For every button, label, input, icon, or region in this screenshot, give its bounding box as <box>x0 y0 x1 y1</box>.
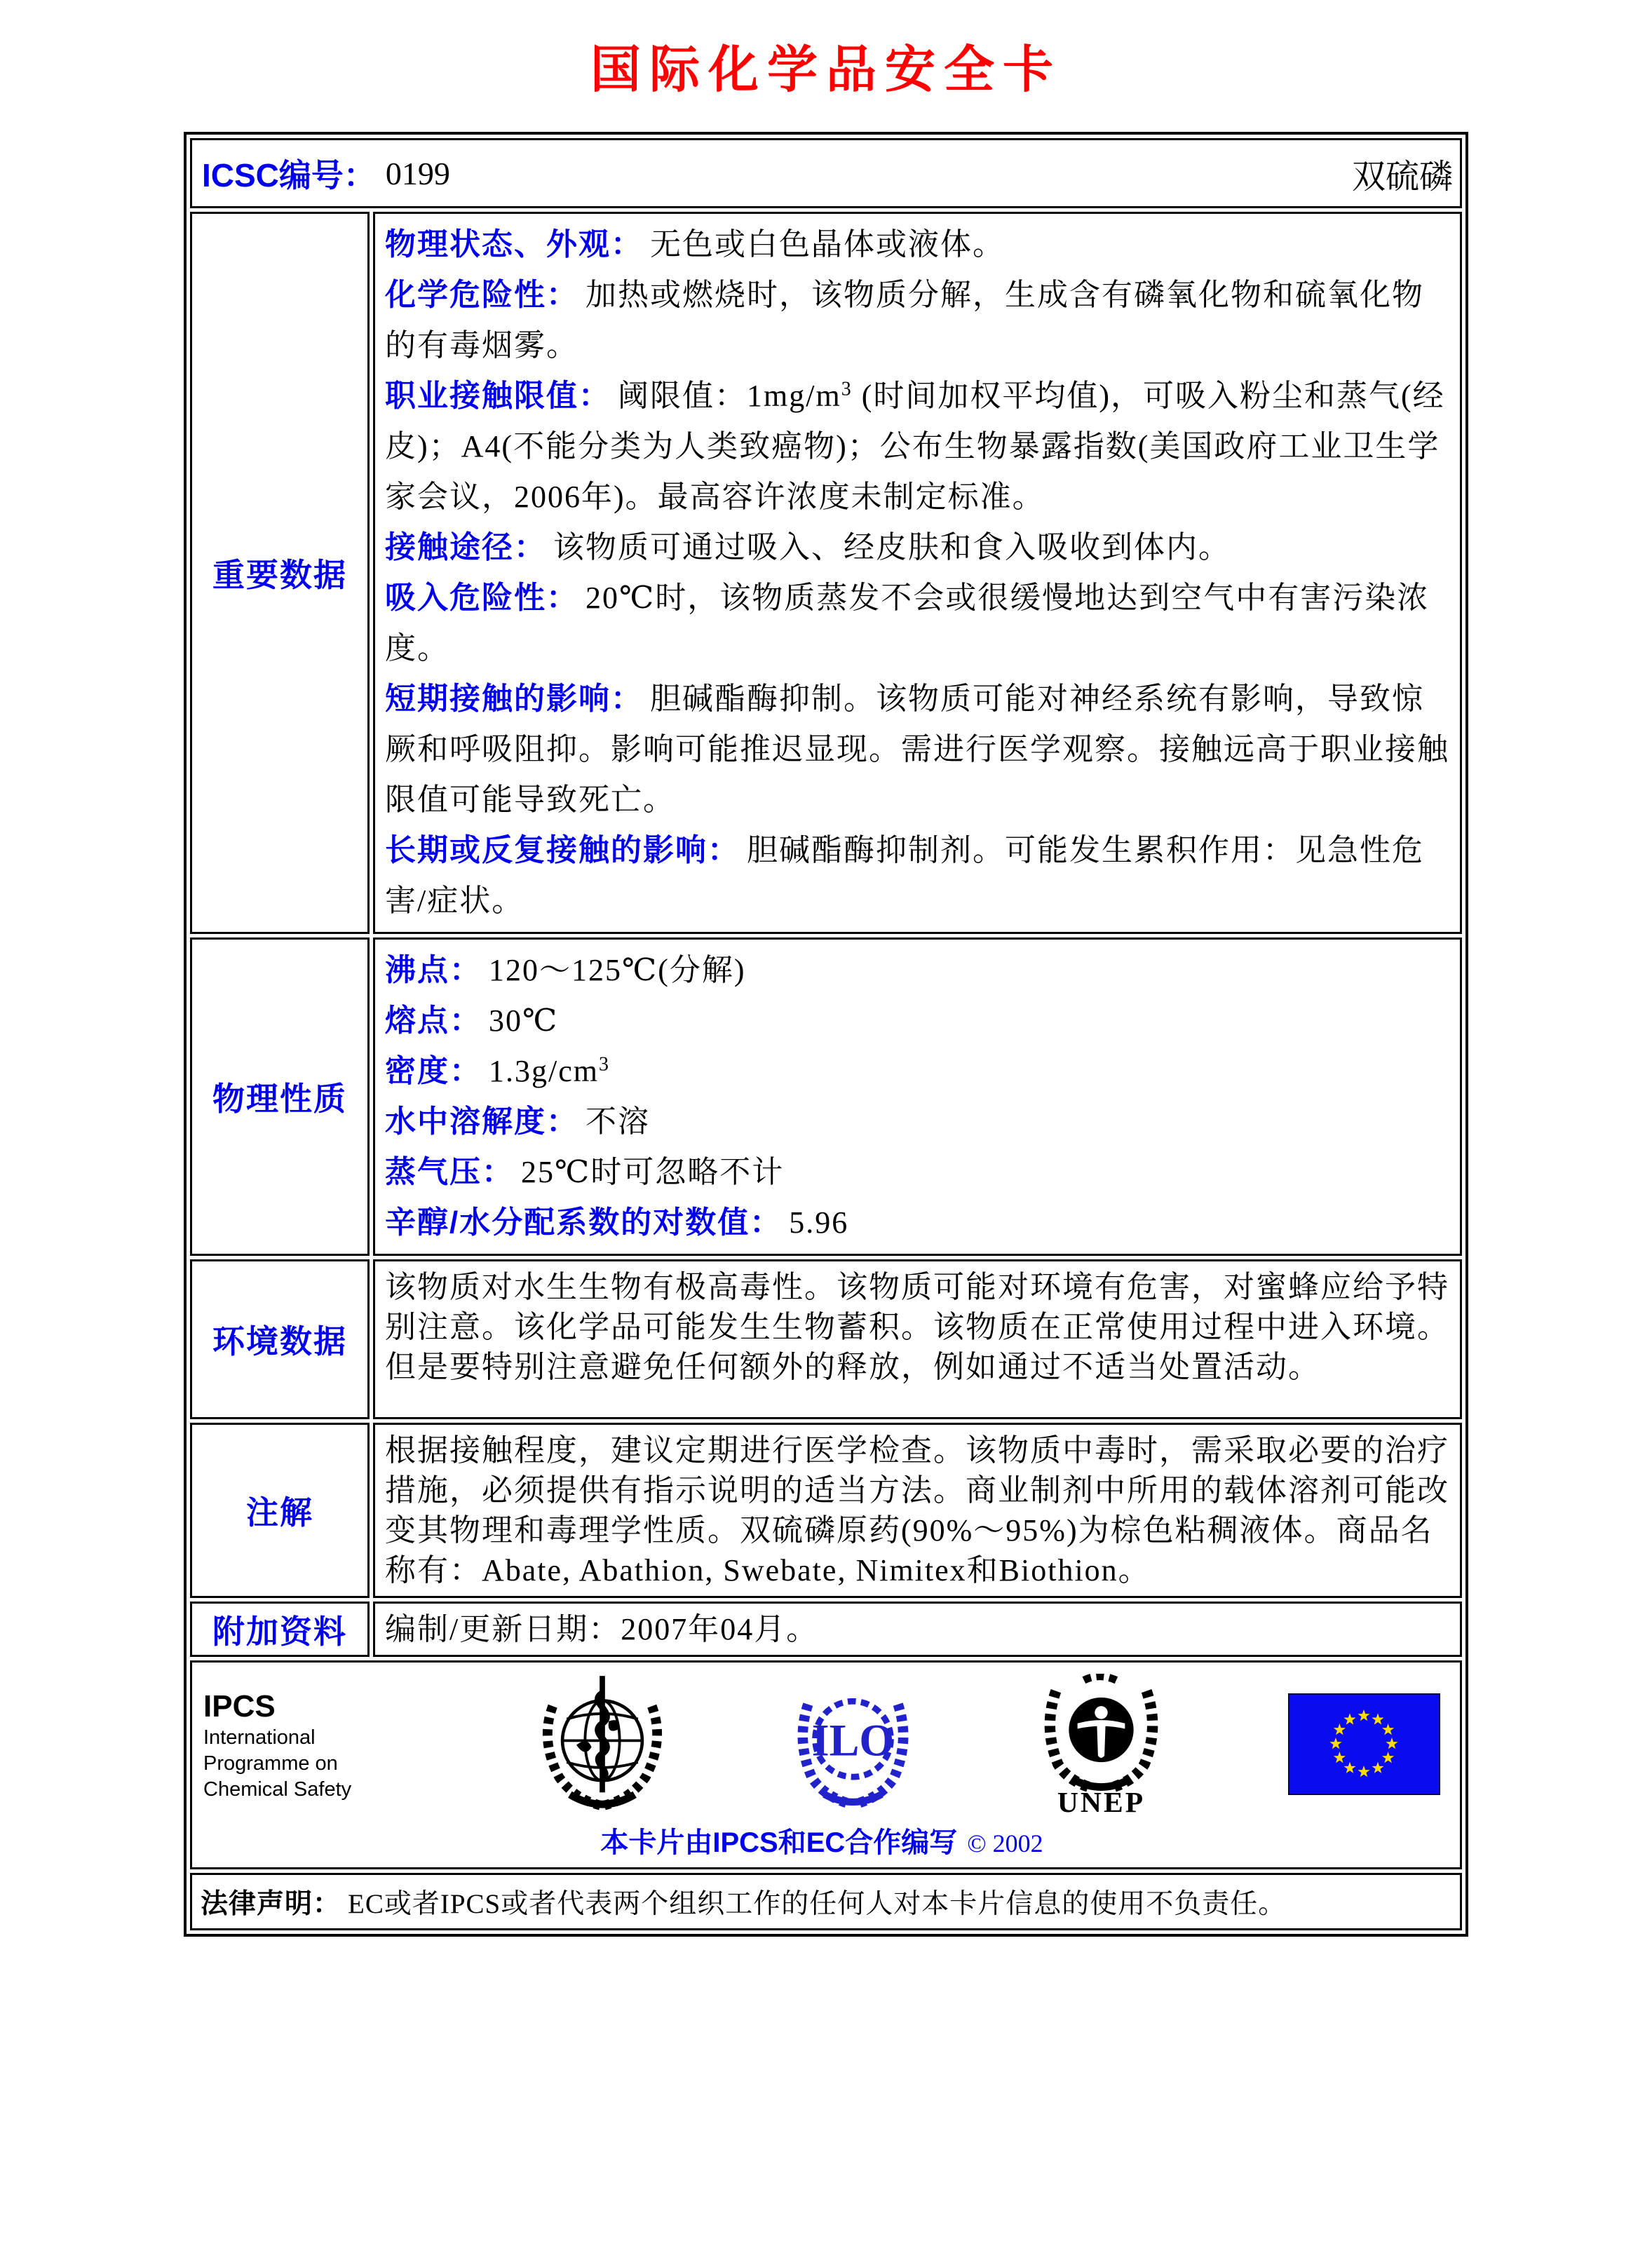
item-text: 20℃时，该物质蒸发不会或很缓慢地达到空气中有害污染浓度。 <box>385 581 1430 665</box>
ipcs-text-block <box>203 1688 414 1803</box>
data-item <box>385 1046 1450 1097</box>
data-item <box>385 371 1450 522</box>
ipcs-acronym: IPCS <box>203 1689 276 1724</box>
section-row-additional-information <box>190 1602 1462 1657</box>
ipcs-line: International <box>203 1726 316 1749</box>
section-paragraph: 根据接触程度，建议定期进行医学检查。该物质中毒时，需采取必要的治疗措施，必须提供有指示说明的适当方法。商业制剂中所用的载体溶剂可能改变其物理和毒理学性质。双硫磷原药(90%～95%)为棕色粘稠液体。商品名称有：Abate, Abathion, Swebate, Nimitex和Biothion。 <box>385 1433 1449 1587</box>
section-content-additional-information <box>373 1602 1462 1657</box>
logos-cell <box>190 1660 1462 1869</box>
data-item <box>385 219 1450 270</box>
data-item <box>385 996 1450 1046</box>
section-paragraph: 编制/更新日期：2007年04月。 <box>385 1612 819 1646</box>
icsc-card-table <box>184 132 1468 1937</box>
item-text: 阈限值：1mg/m <box>618 379 841 413</box>
section-content-physical-properties <box>373 937 1462 1256</box>
item-label: 化学危险性： <box>385 278 578 312</box>
data-item <box>385 945 1450 996</box>
item-label: 长期或反复接触的影响： <box>385 833 740 867</box>
section-row-notes <box>190 1423 1462 1598</box>
ipcs-line: Chemical Safety <box>203 1778 352 1801</box>
item-label: 熔点： <box>385 1003 482 1038</box>
icsc-number-value: 0199 <box>385 155 450 191</box>
icsc-number-label: ICSC编号： <box>202 157 376 194</box>
ilo-logo-letters: ILO <box>811 1715 894 1766</box>
section-label-additional-information: 附加资料 <box>190 1602 370 1657</box>
data-item <box>385 270 1450 371</box>
item-text: 胆碱酯酶抑制剂。可能发生累积作用：见急性危害/症状。 <box>385 833 1424 918</box>
header-row <box>190 138 1462 208</box>
section-row-environmental-data <box>190 1259 1462 1419</box>
section-paragraph: 该物质对水生生物有极高毒性。该物质可能对环境有危害，对蜜蜂应给予特别注意。该化学品可能发生生物蓄积。该物质在正常使用过程中进入环境。但是要特别注意避免任何额外的释放，例如通过不适当处置活动。 <box>385 1270 1449 1384</box>
legal-statement-label: 法律声明： <box>201 1889 341 1919</box>
section-label-environmental-data: 环境数据 <box>190 1259 370 1419</box>
who-logo-icon <box>536 1674 669 1817</box>
section-content-important-data <box>373 212 1462 934</box>
item-text: 无色或白色晶体或液体。 <box>650 227 1005 262</box>
item-text: 该物质可通过吸入、经皮肤和食入吸收到体内。 <box>553 530 1231 564</box>
item-text: 1.3g/cm <box>489 1054 599 1088</box>
data-item <box>385 573 1450 674</box>
item-label: 密度： <box>385 1054 482 1088</box>
legal-statement-text: EC或者IPCS或者代表两个组织工作的任何人对本卡片信息的使用不负责任。 <box>348 1889 1287 1919</box>
item-text: 不溶 <box>585 1104 650 1139</box>
item-label: 辛醇/水分配系数的对数值： <box>385 1205 783 1240</box>
item-text: 30℃ <box>489 1003 559 1038</box>
item-label: 沸点： <box>385 953 482 987</box>
page-title: 国际化学品安全卡 <box>590 42 1062 98</box>
item-text: 加热或燃烧时，该物质分解，生成含有磷氧化物和硫氧化物的有毒烟雾。 <box>385 278 1424 363</box>
item-text: 胆碱酯酶抑制。该物质可能对神经系统有影响，导致惊厥和呼吸阻抑。影响可能推迟显现。需进行医学观察。接触远高于职业接触限值可能导致死亡。 <box>385 682 1449 817</box>
ilo-logo-icon <box>792 1679 914 1813</box>
data-item <box>385 674 1450 825</box>
header-cell <box>190 138 1462 208</box>
logos-row <box>190 1660 1462 1869</box>
item-text-after: (时间加权平均值)，可吸入粉尘和蒸气(经皮)；A4(不能分类为人类致癌物)；公布生物暴露指数(美国政府工业卫生学家会议，2006年)。最高容许浓度未制定标准。 <box>385 379 1445 514</box>
item-label: 蒸气压： <box>385 1155 514 1189</box>
chemical-name: 双硫磷 <box>1351 158 1453 196</box>
data-item <box>385 1198 1450 1248</box>
item-label: 短期接触的影响： <box>385 682 643 716</box>
section-content-notes <box>373 1423 1462 1598</box>
section-label-important-data: 重要数据 <box>190 212 370 934</box>
item-superscript: 3 <box>598 1053 610 1076</box>
legal-cell <box>190 1873 1462 1930</box>
data-item <box>385 825 1450 926</box>
ipcs-line: Programme on <box>203 1752 338 1775</box>
copyright-line <box>203 1820 1440 1860</box>
section-label-physical-properties: 物理性质 <box>190 937 370 1256</box>
legal-row <box>190 1873 1462 1930</box>
unep-logo-letters: UNEP <box>1057 1785 1145 1814</box>
item-text: 120～125℃(分解) <box>489 953 746 987</box>
logos-strip <box>203 1674 1440 1817</box>
item-label: 吸入危险性： <box>385 581 578 615</box>
item-text: 5.96 <box>789 1205 849 1240</box>
item-text: 25℃时可忽略不计 <box>521 1155 785 1189</box>
copyright-text: 本卡片由IPCS和EC合作编写 <box>600 1827 958 1858</box>
copyright-year: © 2002 <box>967 1829 1043 1857</box>
item-label: 职业接触限值： <box>385 379 611 413</box>
section-row-important-data <box>190 212 1462 934</box>
section-label-notes: 注解 <box>190 1423 370 1598</box>
item-label: 接触途径： <box>385 530 546 564</box>
eu-flag-icon <box>1288 1693 1440 1799</box>
data-item <box>385 522 1450 573</box>
section-row-physical-properties <box>190 937 1462 1256</box>
item-label: 物理状态、外观： <box>385 227 643 262</box>
data-item <box>385 1147 1450 1198</box>
item-label: 水中溶解度： <box>385 1104 578 1139</box>
item-superscript: 3 <box>841 378 853 400</box>
section-content-environmental-data <box>373 1259 1462 1419</box>
unep-logo-icon <box>1036 1674 1166 1817</box>
data-item <box>385 1097 1450 1147</box>
